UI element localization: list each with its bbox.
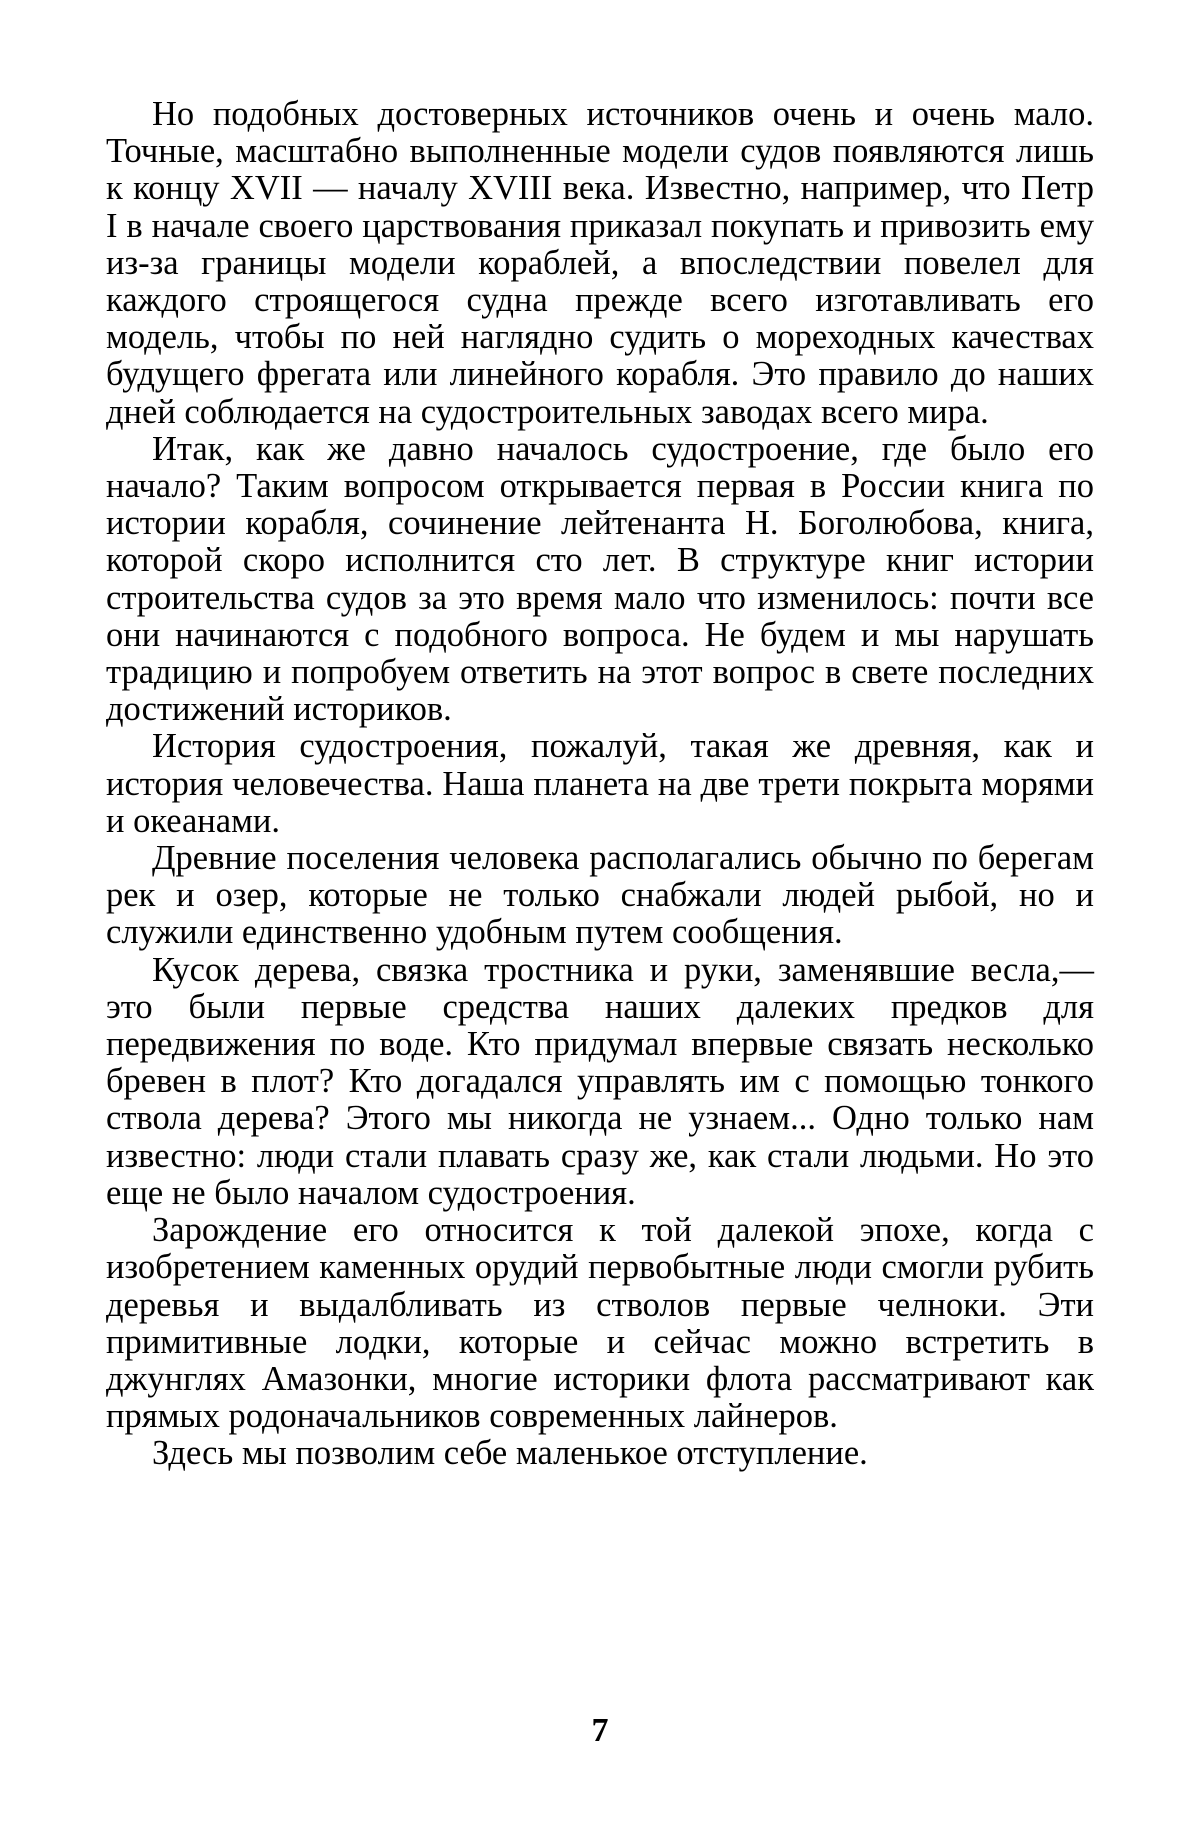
paragraph: Здесь мы позволим себе маленькое отступление. <box>152 1434 868 1473</box>
page-text <box>106 96 1094 1473</box>
paragraph: История судостроения, пожалуй, такая же древняя, как и история человечества. Наша планета на две трети покрыта морями и океанами. <box>106 727 1094 840</box>
paragraph: Итак, как же давно началось судостроение, где было его начало? Таким вопросом открывается первая в России книга по истории корабля, сочинение лейтенанта Н. Боголюбова, книга, которой скоро исполнится сто лет. В структуре книг истории строительства судов за это время мало что изменилось: почти все они начинаются с подобного вопроса. Не будем и мы нарушать традицию и попробуем ответить на этот вопрос в свете последних достижений историков. <box>106 429 1094 729</box>
paragraph: Зарождение его относится к той далекой эпохе, когда с изобретением каменных орудий первобытные люди смогли рубить деревья и выдалбливать из стволов первые челноки. Эти примитивные лодки, которые и сейчас можно встретить в джунглях Амазонки, многие историки флота рассматривают как прямых родоначальников современных лайнеров. <box>106 1211 1094 1436</box>
paragraph: Но подобных достоверных источников очень и очень мало. Точные, масштабно выполненные модели судов появляются лишь к концу XVII — началу XVIII века. Известно, например, что Петр I в начале своего царствования приказал покупать и привозить ему из-за границы модели кораблей, а впоследствии повелел для каждого строящегося судна прежде всего изготавливать его модель, чтобы по ней наглядно судить о мореходных качествах будущего фрегата или линейного корабля. Это правило до наших дней соблюдается на судостроительных заводах всего мира. <box>106 95 1094 431</box>
paragraph: Кусок дерева, связка тростника и руки, заменявшие весла,— это были первые средства наших далеких предков для передвижения по воде. Кто придумал впервые связать несколько бревен в плот? Кто догадался управлять им с помощью тонкого ствола дерева? Этого мы никогда не узнаем... Одно только нам известно: люди стали плавать сразу же, как стали людьми. Но это еще не было началом судостроения. <box>106 950 1094 1212</box>
paragraph: Древние поселения человека располагались обычно по берегам рек и озер, которые не только снабжали людей рыбой, но и служили единственно удобным путем сообщения. <box>106 839 1094 952</box>
page-number: 7 <box>591 1712 609 1749</box>
